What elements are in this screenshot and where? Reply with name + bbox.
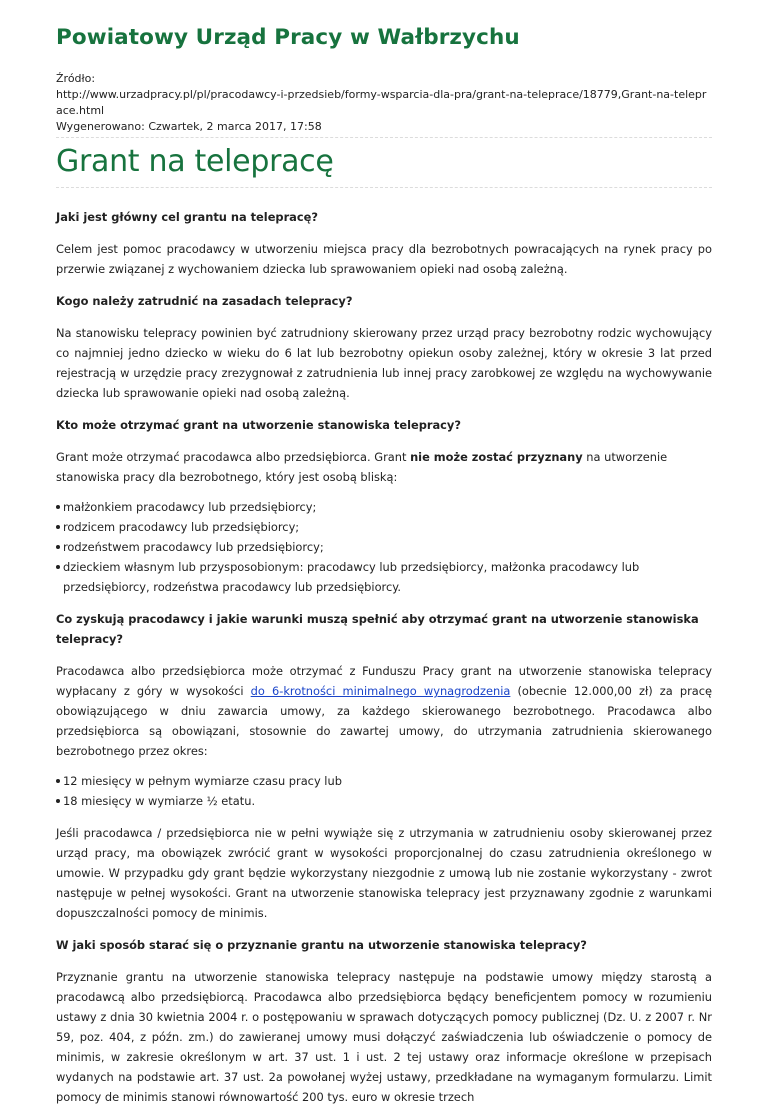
divider <box>56 137 712 138</box>
list-item <box>56 791 712 811</box>
bullet-icon <box>56 505 60 509</box>
section-question-who-can-receive: Kto może otrzymać grant na utworzenie stanowiska telepracy? <box>56 418 461 432</box>
list-item <box>56 517 712 537</box>
site-title: Powiatowy Urząd Pracy w Wałbrzychu <box>56 25 520 50</box>
section-paragraph <box>56 661 712 761</box>
minimum-wage-link[interactable]: do 6-krotności minimalnego wynagrodzenia <box>250 684 511 698</box>
list-item-text: rodzicem pracodawcy lub przedsiębiorcy; <box>63 520 300 534</box>
employment-period-list <box>56 771 712 811</box>
bullet-icon <box>56 545 60 549</box>
section-paragraph: Celem jest pomoc pracodawcy w utworzeniu miejsca pracy dla bezrobotnych powracających na rynek pracy po przerwie związanej z wychowaniem dziecka lub sprawowaniem opieki nad osobą zależną. <box>56 242 712 276</box>
section-paragraph: Przyznanie grantu na utworzenie stanowiska telepracy następuje na podstawie umowy między starostą a pracodawcą albo przedsiębiorcą. Pracodawca albo przedsiębiorca będący beneficjentem pomocy w rozumieniu ustawy z dnia 30 kwietnia 2004 r. o postępowaniu w sprawach dotyczących pomocy publicznej (Dz. U. z 2007 r. Nr 59, poz. 404, z późn. zm.) do zawieranej umowy musi dołączyć zaświadczenia lub oświadczenie o pomocy de minimis, w zakresie określonym w art. 37 ust. 1 i ust. 2 tej ustawy oraz informacje określone w przepisach wydanych na podstawie art. 37 ust. 2a powołanej wyżej ustawy, przedkładane na wymaganym formularzu. Limit pomocy de minimis stanowi równowartość 200 tys. euro w okresie trzech <box>56 970 712 1104</box>
list-item <box>56 537 712 557</box>
document-title: Grant na telepracę <box>56 144 334 179</box>
document-content <box>56 207 712 1107</box>
section-paragraph: Jeśli pracodawca / przedsiębiorca nie w pełni wywiąże się z utrzymania w zatrudnieniu osoby skierowanej przez urząd pracy, ma obowiązek zwrócić grant w wysokości proporcjonalnej do czasu zatrudnienia określonego w umowie. W przypadku gdy grant będzie wykorzystany niezgodnie z umową lub nie zostanie wykorzystany - zwrot następuje w pełnej wysokości. Grant na utworzenie stanowiska telepracy jest przyznawany zgodnie z warunkami dopuszczalności pomocy de minimis. <box>56 826 712 920</box>
list-item-text: dzieckiem własnym lub przysposobionym: pracodawcy lub przedsiębiorcy, małżonka pracodawcy lub przedsiębiorcy, rodzeństwa pracodawcy lub przedsiębiorcy. <box>63 560 640 594</box>
section-paragraph <box>56 447 712 487</box>
source-meta <box>56 71 712 135</box>
text-run: Pracodawca albo przedsiębiorca może otrzymać z Funduszu Pracy grant na utworzenie stanowiska telepracy wypłacany z góry w wysokości <box>56 664 712 698</box>
emphasis-text: nie może zostać przyznany <box>410 450 583 464</box>
list-item-text: małżonkiem pracodawcy lub przedsiębiorcy; <box>63 500 317 514</box>
source-label: Źródło: <box>56 72 96 85</box>
list-item <box>56 497 712 517</box>
list-item-text: rodzeństwem pracodawcy lub przedsiębiorcy; <box>63 540 324 554</box>
text-run: (obecnie 12.000,00 zł) za pracę obowiązującego w dniu zawarcia umowy, za każdego skierowanego bezrobotnego. Pracodawca albo przedsiębiorca są obowiązani, stosownie do zawartej umowy, do utrzymania zatrudnienia skierowanego bezrobotnego przez okres: <box>56 684 712 758</box>
close-persons-list <box>56 497 712 597</box>
section-question-goal: Jaki jest główny cel grantu na telepracę? <box>56 210 318 224</box>
generated-timestamp: Wygenerowano: Czwartek, 2 marca 2017, 17:58 <box>56 120 322 133</box>
source-url[interactable]: http://www.urzadpracy.pl/pl/pracodawcy-i-przedsieb/formy-wsparcia-dla-pra/grant-na-teleprace/18779,Grant-na-teleprace.html <box>56 88 707 117</box>
list-item-text: 12 miesięcy w pełnym wymiarze czasu pracy lub <box>63 774 342 788</box>
list-item <box>56 557 712 597</box>
section-question-how-to-apply: W jaki sposób starać się o przyznanie grantu na utworzenie stanowiska telepracy? <box>56 938 587 952</box>
bullet-icon <box>56 799 60 803</box>
list-item <box>56 771 712 791</box>
text-run: Grant może otrzymać pracodawca albo przedsiębiorca. Grant <box>56 450 411 464</box>
text-run: na utworzenie stanowiska pracy dla bezrobotnego, który jest osobą bliską: <box>56 450 668 484</box>
section-question-who-to-hire: Kogo należy zatrudnić na zasadach telepracy? <box>56 294 353 308</box>
bullet-icon <box>56 525 60 529</box>
bullet-icon <box>56 779 60 783</box>
bullet-icon <box>56 565 60 569</box>
list-item-text: 18 miesięcy w wymiarze ½ etatu. <box>63 794 256 808</box>
section-question-benefits: Co zyskują pracodawcy i jakie warunki muszą spełnić aby otrzymać grant na utworzenie stanowiska telepracy? <box>56 612 699 646</box>
divider <box>56 187 712 188</box>
section-paragraph: Na stanowisku telepracy powinien być zatrudniony skierowany przez urząd pracy bezrobotny rodzic wychowujący co najmniej jedno dziecko w wieku do 6 lat lub bezrobotny opiekun osoby zależnej, który w okresie 3 lat przed rejestracją w urzędzie pracy zrezygnował z zatrudnienia lub innej pracy zarobkowej ze względu na wychowywanie dziecka lub sprawowanie opieki nad osobą zależną. <box>56 326 712 400</box>
